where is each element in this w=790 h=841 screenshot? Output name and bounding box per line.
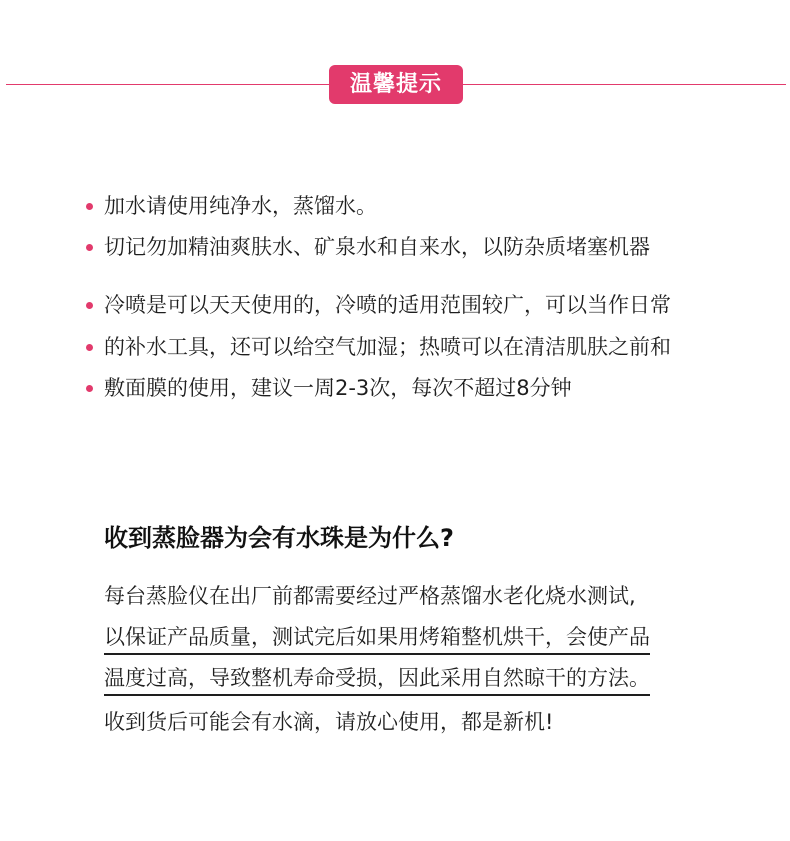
bullet-dot-icon xyxy=(86,302,93,309)
faq-answer-line-underlined: 以保证产品质量，测试完后如果用烤箱整机烘干，会使产品 xyxy=(104,622,650,655)
faq-answer-line-underlined: 温度过高，导致整机寿命受损，因此采用自然晾干的方法。 xyxy=(104,663,650,696)
tip-item xyxy=(86,373,572,403)
faq-answer-line: 收到货后可能会有水滴，请放心使用，都是新机! xyxy=(104,710,554,734)
faq-question-heading: 收到蒸脸器为会有水珠是为什么? xyxy=(104,524,454,552)
tip-text: 的补水工具，还可以给空气加湿；热喷可以在清洁肌肤之前和 xyxy=(104,335,671,359)
tip-text: 敷面膜的使用，建议一周2-3次，每次不超过8分钟 xyxy=(104,376,572,400)
bullet-dot-icon xyxy=(86,344,93,351)
tip-item xyxy=(86,191,377,221)
tip-item xyxy=(86,290,671,320)
bullet-dot-icon xyxy=(86,385,93,392)
bullet-dot-icon xyxy=(86,244,93,251)
tip-item xyxy=(86,232,650,262)
warm-tips-badge: 温馨提示 xyxy=(329,65,463,104)
bullet-dot-icon xyxy=(86,203,93,210)
tip-item xyxy=(86,332,671,362)
faq-answer-line: 每台蒸脸仪在出厂前都需要经过严格蒸馏水老化烧水测试, xyxy=(104,584,636,608)
tip-text: 加水请使用纯净水，蒸馏水。 xyxy=(104,194,377,218)
tip-text: 切记勿加精油爽肤水、矿泉水和自来水，以防杂质堵塞机器 xyxy=(104,235,650,259)
tip-text: 冷喷是可以天天使用的，冷喷的适用范围较广，可以当作日常 xyxy=(104,293,671,317)
